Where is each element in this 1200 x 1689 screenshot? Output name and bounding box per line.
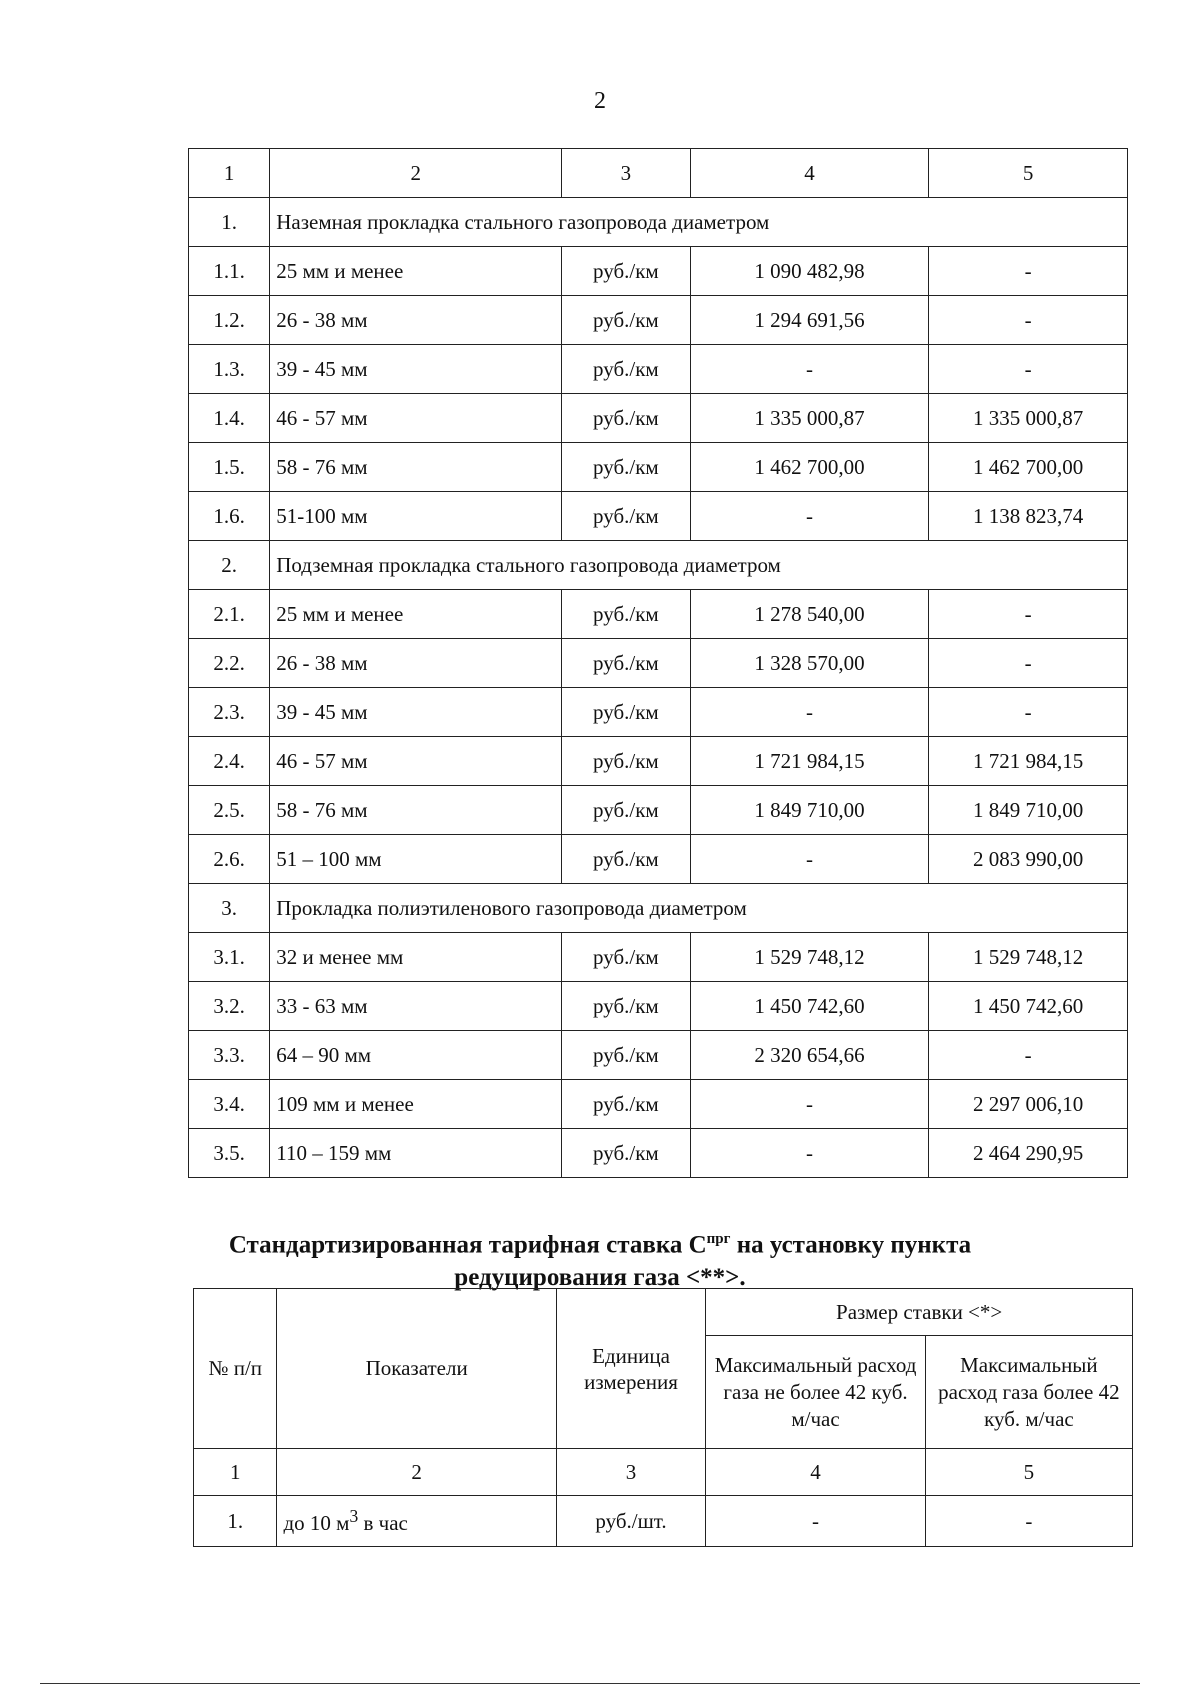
row-value-5: 1 849 710,00 xyxy=(929,786,1128,835)
row-unit: руб./км xyxy=(562,786,690,835)
row-value-4: - xyxy=(690,688,929,737)
colnum-4: 4 xyxy=(706,1449,926,1496)
row-value-4: 1 335 000,87 xyxy=(690,394,929,443)
row-value-5: - xyxy=(929,590,1128,639)
row-value-4: 1 450 742,60 xyxy=(690,982,929,1031)
row-unit: руб./км xyxy=(562,639,690,688)
row-unit: руб./км xyxy=(562,688,690,737)
table-row xyxy=(189,296,1128,345)
table-row xyxy=(189,394,1128,443)
row-num: 1.6. xyxy=(189,492,270,541)
row-unit: руб./км xyxy=(562,443,690,492)
table-row xyxy=(189,345,1128,394)
header-col-1: 1 xyxy=(189,149,270,198)
row-name: 110 – 159 мм xyxy=(270,1129,562,1178)
row-value-4: - xyxy=(706,1496,926,1547)
row-unit: руб./км xyxy=(562,296,690,345)
row-value-5: - xyxy=(929,688,1128,737)
row-num: 2.6. xyxy=(189,835,270,884)
row-value-5: - xyxy=(929,1031,1128,1080)
table-row xyxy=(189,247,1128,296)
section-num: 3. xyxy=(189,884,270,933)
row-num: 3.4. xyxy=(189,1080,270,1129)
title-line-2: редуцирования газа <**>. xyxy=(454,1264,746,1292)
row-num: 1. xyxy=(194,1496,277,1547)
row-name: 51 – 100 мм xyxy=(270,835,562,884)
header-col-3: 3 xyxy=(562,149,690,198)
table2-number-row xyxy=(194,1449,1133,1496)
table-row xyxy=(189,1080,1128,1129)
row-value-5: - xyxy=(929,296,1128,345)
header-rate: Размер ставки <*> xyxy=(706,1289,1133,1336)
row-value-4: 1 328 570,00 xyxy=(690,639,929,688)
colnum-5: 5 xyxy=(925,1449,1132,1496)
table-row xyxy=(189,786,1128,835)
section-num: 1. xyxy=(189,198,270,247)
header-col5: Максимальный расход газа более 42 куб. м/час xyxy=(925,1336,1132,1449)
row-value-4: 2 320 654,66 xyxy=(690,1031,929,1080)
row-name: 39 - 45 мм xyxy=(270,688,562,737)
row-value-5: 1 450 742,60 xyxy=(929,982,1128,1031)
colnum-1: 1 xyxy=(194,1449,277,1496)
row-value-5: 2 083 990,00 xyxy=(929,835,1128,884)
row-num: 1.5. xyxy=(189,443,270,492)
row-name: 58 - 76 мм xyxy=(270,443,562,492)
row-num: 3.3. xyxy=(189,1031,270,1080)
row-value-4: - xyxy=(690,835,929,884)
title-part-2: на установку пункта xyxy=(730,1231,972,1259)
section-row xyxy=(189,541,1128,590)
title-superscript: прг xyxy=(706,1231,731,1247)
row-name-superscript: 3 xyxy=(349,1506,359,1526)
table-row xyxy=(189,737,1128,786)
title-part-1: Стандартизированная тарифная ставка С xyxy=(228,1231,707,1259)
row-num: 1.3. xyxy=(189,345,270,394)
row-value-4: 1 090 482,98 xyxy=(690,247,929,296)
row-value-4: 1 278 540,00 xyxy=(690,590,929,639)
row-value-4: - xyxy=(690,1129,929,1178)
row-value-5: 1 335 000,87 xyxy=(929,394,1128,443)
row-num: 2.5. xyxy=(189,786,270,835)
row-value-5: - xyxy=(929,345,1128,394)
row-num: 2.3. xyxy=(189,688,270,737)
table1-header-row xyxy=(189,149,1128,198)
table2-header-row-1 xyxy=(194,1289,1133,1336)
header-col-4: 4 xyxy=(690,149,929,198)
row-unit: руб./км xyxy=(562,933,690,982)
row-name: 64 – 90 мм xyxy=(270,1031,562,1080)
table-row xyxy=(189,443,1128,492)
row-name: 25 мм и менее xyxy=(270,590,562,639)
header-num: № п/п xyxy=(194,1289,277,1449)
row-num: 1.4. xyxy=(189,394,270,443)
header-unit: Единица измерения xyxy=(556,1289,705,1449)
table-row xyxy=(189,982,1128,1031)
row-unit: руб./км xyxy=(562,982,690,1031)
row-num: 1.2. xyxy=(189,296,270,345)
section-row xyxy=(189,198,1128,247)
row-value-5: 2 297 006,10 xyxy=(929,1080,1128,1129)
header-indicators: Показатели xyxy=(277,1289,556,1449)
row-name: 32 и менее мм xyxy=(270,933,562,982)
row-unit: руб./км xyxy=(562,835,690,884)
row-value-4: 1 462 700,00 xyxy=(690,443,929,492)
row-value-5: 1 529 748,12 xyxy=(929,933,1128,982)
colnum-2: 2 xyxy=(277,1449,556,1496)
table-row xyxy=(189,835,1128,884)
table-row xyxy=(189,933,1128,982)
row-name: 26 - 38 мм xyxy=(270,296,562,345)
row-unit: руб./км xyxy=(562,1129,690,1178)
row-value-4: 1 294 691,56 xyxy=(690,296,929,345)
row-unit: руб./шт. xyxy=(556,1496,705,1547)
table-row xyxy=(189,639,1128,688)
row-name: 58 - 76 мм xyxy=(270,786,562,835)
reduction-point-rates-table xyxy=(193,1288,1133,1547)
row-value-5: 1 721 984,15 xyxy=(929,737,1128,786)
header-col4: Максимальный расход газа не более 42 куб. м/час xyxy=(706,1336,926,1449)
row-name-suffix: в час xyxy=(358,1511,408,1535)
row-name: 51-100 мм xyxy=(270,492,562,541)
row-value-4: 1 721 984,15 xyxy=(690,737,929,786)
row-num: 3.2. xyxy=(189,982,270,1031)
row-name: 26 - 38 мм xyxy=(270,639,562,688)
section-title xyxy=(0,1223,1200,1294)
row-value-5: - xyxy=(929,247,1128,296)
row-name: 25 мм и менее xyxy=(270,247,562,296)
row-value-4: - xyxy=(690,345,929,394)
row-num: 2.2. xyxy=(189,639,270,688)
row-unit: руб./км xyxy=(562,247,690,296)
row-name xyxy=(277,1496,556,1547)
colnum-3: 3 xyxy=(556,1449,705,1496)
gas-pipeline-rates-table xyxy=(188,148,1128,1178)
row-num: 2.1. xyxy=(189,590,270,639)
page-number: 2 xyxy=(594,88,606,114)
row-value-4: - xyxy=(690,1080,929,1129)
table-row xyxy=(189,688,1128,737)
section-title: Наземная прокладка стального газопровода диаметром xyxy=(270,198,1128,247)
header-col-2: 2 xyxy=(270,149,562,198)
row-num: 3.5. xyxy=(189,1129,270,1178)
row-value-4: 1 529 748,12 xyxy=(690,933,929,982)
row-unit: руб./км xyxy=(562,345,690,394)
bottom-divider xyxy=(40,1683,1140,1684)
table-row xyxy=(189,1031,1128,1080)
row-unit: руб./км xyxy=(562,394,690,443)
section-title: Подземная прокладка стального газопровода диаметром xyxy=(270,541,1128,590)
row-name: 46 - 57 мм xyxy=(270,394,562,443)
row-unit: руб./км xyxy=(562,1080,690,1129)
row-unit: руб./км xyxy=(562,590,690,639)
row-value-5: - xyxy=(925,1496,1132,1547)
section-row xyxy=(189,884,1128,933)
table-row xyxy=(189,1129,1128,1178)
row-num: 1.1. xyxy=(189,247,270,296)
row-value-5: 2 464 290,95 xyxy=(929,1129,1128,1178)
table-row xyxy=(189,590,1128,639)
row-value-4: - xyxy=(690,492,929,541)
row-num: 3.1. xyxy=(189,933,270,982)
row-value-4: 1 849 710,00 xyxy=(690,786,929,835)
row-name-text: до 10 м xyxy=(283,1511,350,1535)
row-unit: руб./км xyxy=(562,492,690,541)
row-value-5: 1 138 823,74 xyxy=(929,492,1128,541)
row-name: 46 - 57 мм xyxy=(270,737,562,786)
row-name: 33 - 63 мм xyxy=(270,982,562,1031)
section-title: Прокладка полиэтиленового газопровода диаметром xyxy=(270,884,1128,933)
row-name: 39 - 45 мм xyxy=(270,345,562,394)
row-unit: руб./км xyxy=(562,1031,690,1080)
section-num: 2. xyxy=(189,541,270,590)
row-value-5: - xyxy=(929,639,1128,688)
table-row xyxy=(189,492,1128,541)
header-col-5: 5 xyxy=(929,149,1128,198)
row-unit: руб./км xyxy=(562,737,690,786)
row-num: 2.4. xyxy=(189,737,270,786)
row-name: 109 мм и менее xyxy=(270,1080,562,1129)
row-value-5: 1 462 700,00 xyxy=(929,443,1128,492)
table-row xyxy=(194,1496,1133,1547)
